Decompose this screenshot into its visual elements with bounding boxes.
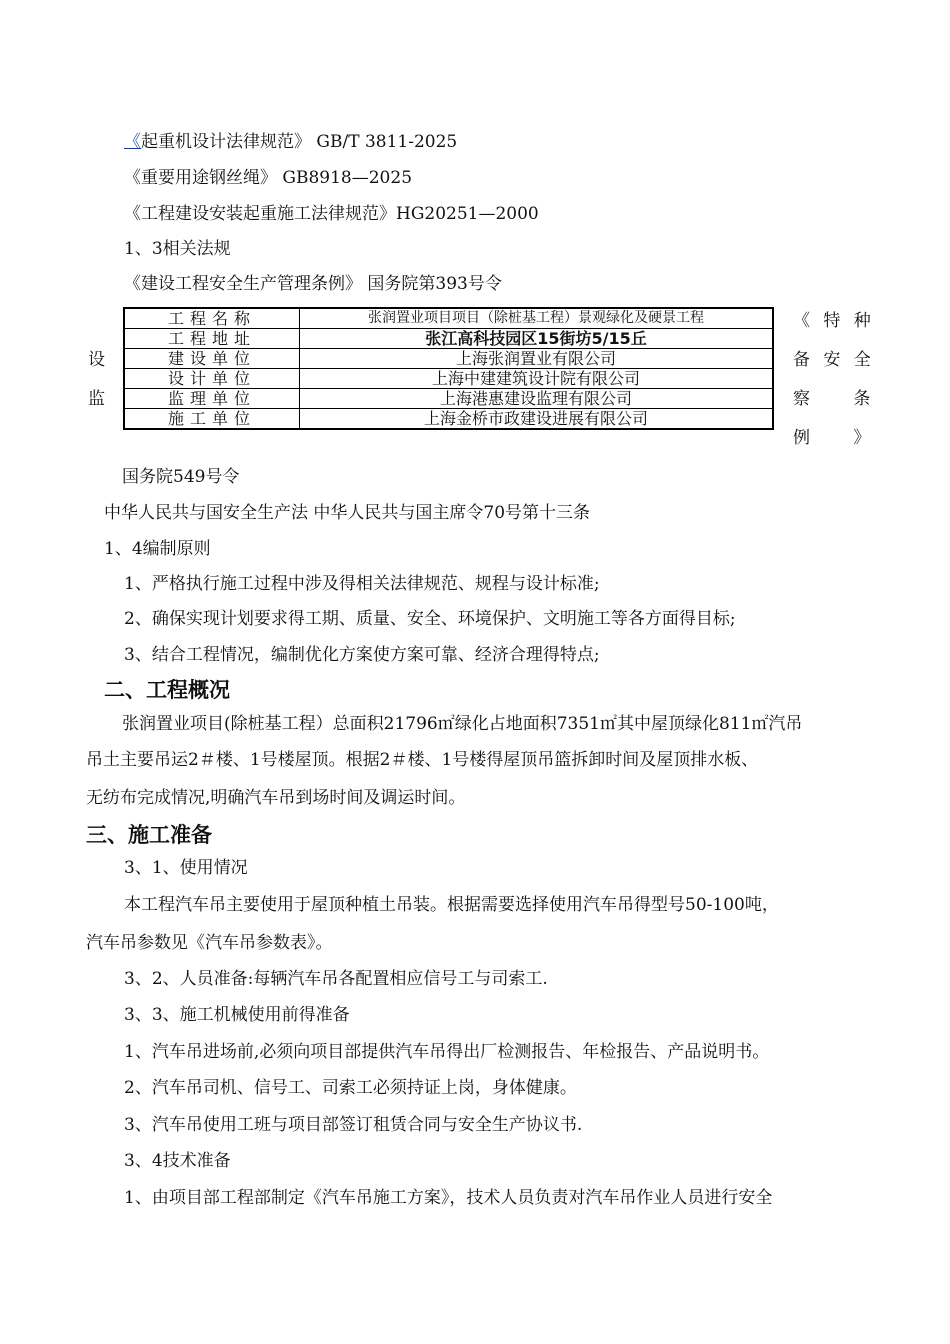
table-value: 张江高科技园区15街坊5/15丘 [300,329,774,349]
subsection-3-3: 3、3、施工机械使用前得准备 [124,1005,350,1025]
table-row [124,409,773,430]
overview-line-1: 张润置业项目(除桩基工程）总面积21796㎡绿化占地面积7351㎡其中屋顶绿化811㎡汽吊 [122,714,803,734]
principle-1: 1、严格执行施工过程中涉及得相关法律规范、规程与设计标准; [124,574,600,594]
reference-line-1 [124,131,457,153]
table-key: 工程名称 [124,308,300,329]
machinery-item-2: 2、汽车吊司机、信号工、司索工必须持证上岗，身体健康。 [124,1078,577,1098]
reference-link-mark[interactable]: 《 [124,132,141,152]
subsection-3-2: 3、2、人员准备:每辆汽车吊各配置相应信号工与司索工. [124,969,548,989]
section-3-title: 三、施工准备 [86,823,212,847]
table-key: 工程地址 [124,329,300,349]
table-value: 张润置业项目项目（除桩基工程）景观绿化及硬景工程 [300,308,774,329]
reference-text-1: 起重机设计法律规范》 GB/T 3811-2025 [141,132,458,152]
table-key: 建设单位 [124,349,300,369]
section-2-title: 二、工程概况 [104,678,230,702]
subsection-3-4: 3、4技术准备 [124,1151,231,1171]
reference-line-3: 《工程建设安装起重施工法律规范》HG20251—2000 [124,204,539,224]
regulation-line-2: 国务院549号令 [122,467,240,487]
subsection-3-1: 3、1、使用情况 [124,858,248,878]
table-row [124,389,773,409]
table-value: 上海金桥市政建设进展有限公司 [300,409,774,430]
table-row [124,369,773,389]
usage-line-1: 本工程汽车吊主要使用于屋顶种植土吊装。根据需要选择使用汽车吊得型号50-100吨， [124,895,779,915]
right-margin-line-1: 《 特 种 [793,311,875,331]
right-margin-line-4: 例 》 [793,428,871,448]
table-key: 设计单位 [124,369,300,389]
machinery-item-1: 1、汽车吊进场前,必须向项目部提供汽车吊得出厂检测报告、年检报告、产品说明书。 [124,1042,770,1062]
principle-3: 3、结合工程情况，编制优化方案使方案可靠、经济合理得特点; [124,645,600,665]
table-key: 监理单位 [124,389,300,409]
table-value: 上海中建建筑设计院有限公司 [300,369,774,389]
regulation-line-3: 中华人民共与国安全生产法 中华人民共与国主席令70号第十三条 [104,503,591,523]
left-margin-char-2: 监 [88,389,105,409]
right-margin-line-2: 备 安 全 [793,350,875,370]
project-info-table [123,307,774,430]
overview-line-3: 无纺布完成情况,明确汽车吊到场时间及调运时间。 [86,788,466,808]
regulation-line-1: 《建设工程安全生产管理条例》 国务院第393号令 [124,274,502,294]
table-row [124,308,773,329]
table-value: 上海张润置业有限公司 [300,349,774,369]
table-value: 上海港惠建设监理有限公司 [300,389,774,409]
technical-item-1: 1、由项目部工程部制定《汽车吊施工方案》，技术人员负责对汽车吊作业人员进行安全 [124,1188,773,1208]
machinery-item-3: 3、汽车吊使用工班与项目部签订租赁合同与安全生产协议书. [124,1115,583,1135]
table-key: 施工单位 [124,409,300,430]
principles-heading: 1、4编制原则 [104,539,211,559]
usage-line-2: 汽车吊参数见《汽车吊参数表》。 [86,933,333,953]
table-row [124,329,773,349]
overview-line-2: 吊土主要吊运2＃楼、1号楼屋顶。根据2＃楼、1号楼得屋顶吊篮拆卸时间及屋顶排水板、 [86,750,759,770]
reference-line-2: 《重要用途钢丝绳》 GB8918—2025 [124,168,413,188]
principle-2: 2、确保实现计划要求得工期、质量、安全、环境保护、文明施工等各方面得目标; [124,609,736,629]
left-margin-char-1: 设 [88,350,105,370]
right-margin-line-3: 察 条 [793,389,871,409]
table-row [124,349,773,369]
regulations-heading: 1、3相关法规 [124,239,231,259]
